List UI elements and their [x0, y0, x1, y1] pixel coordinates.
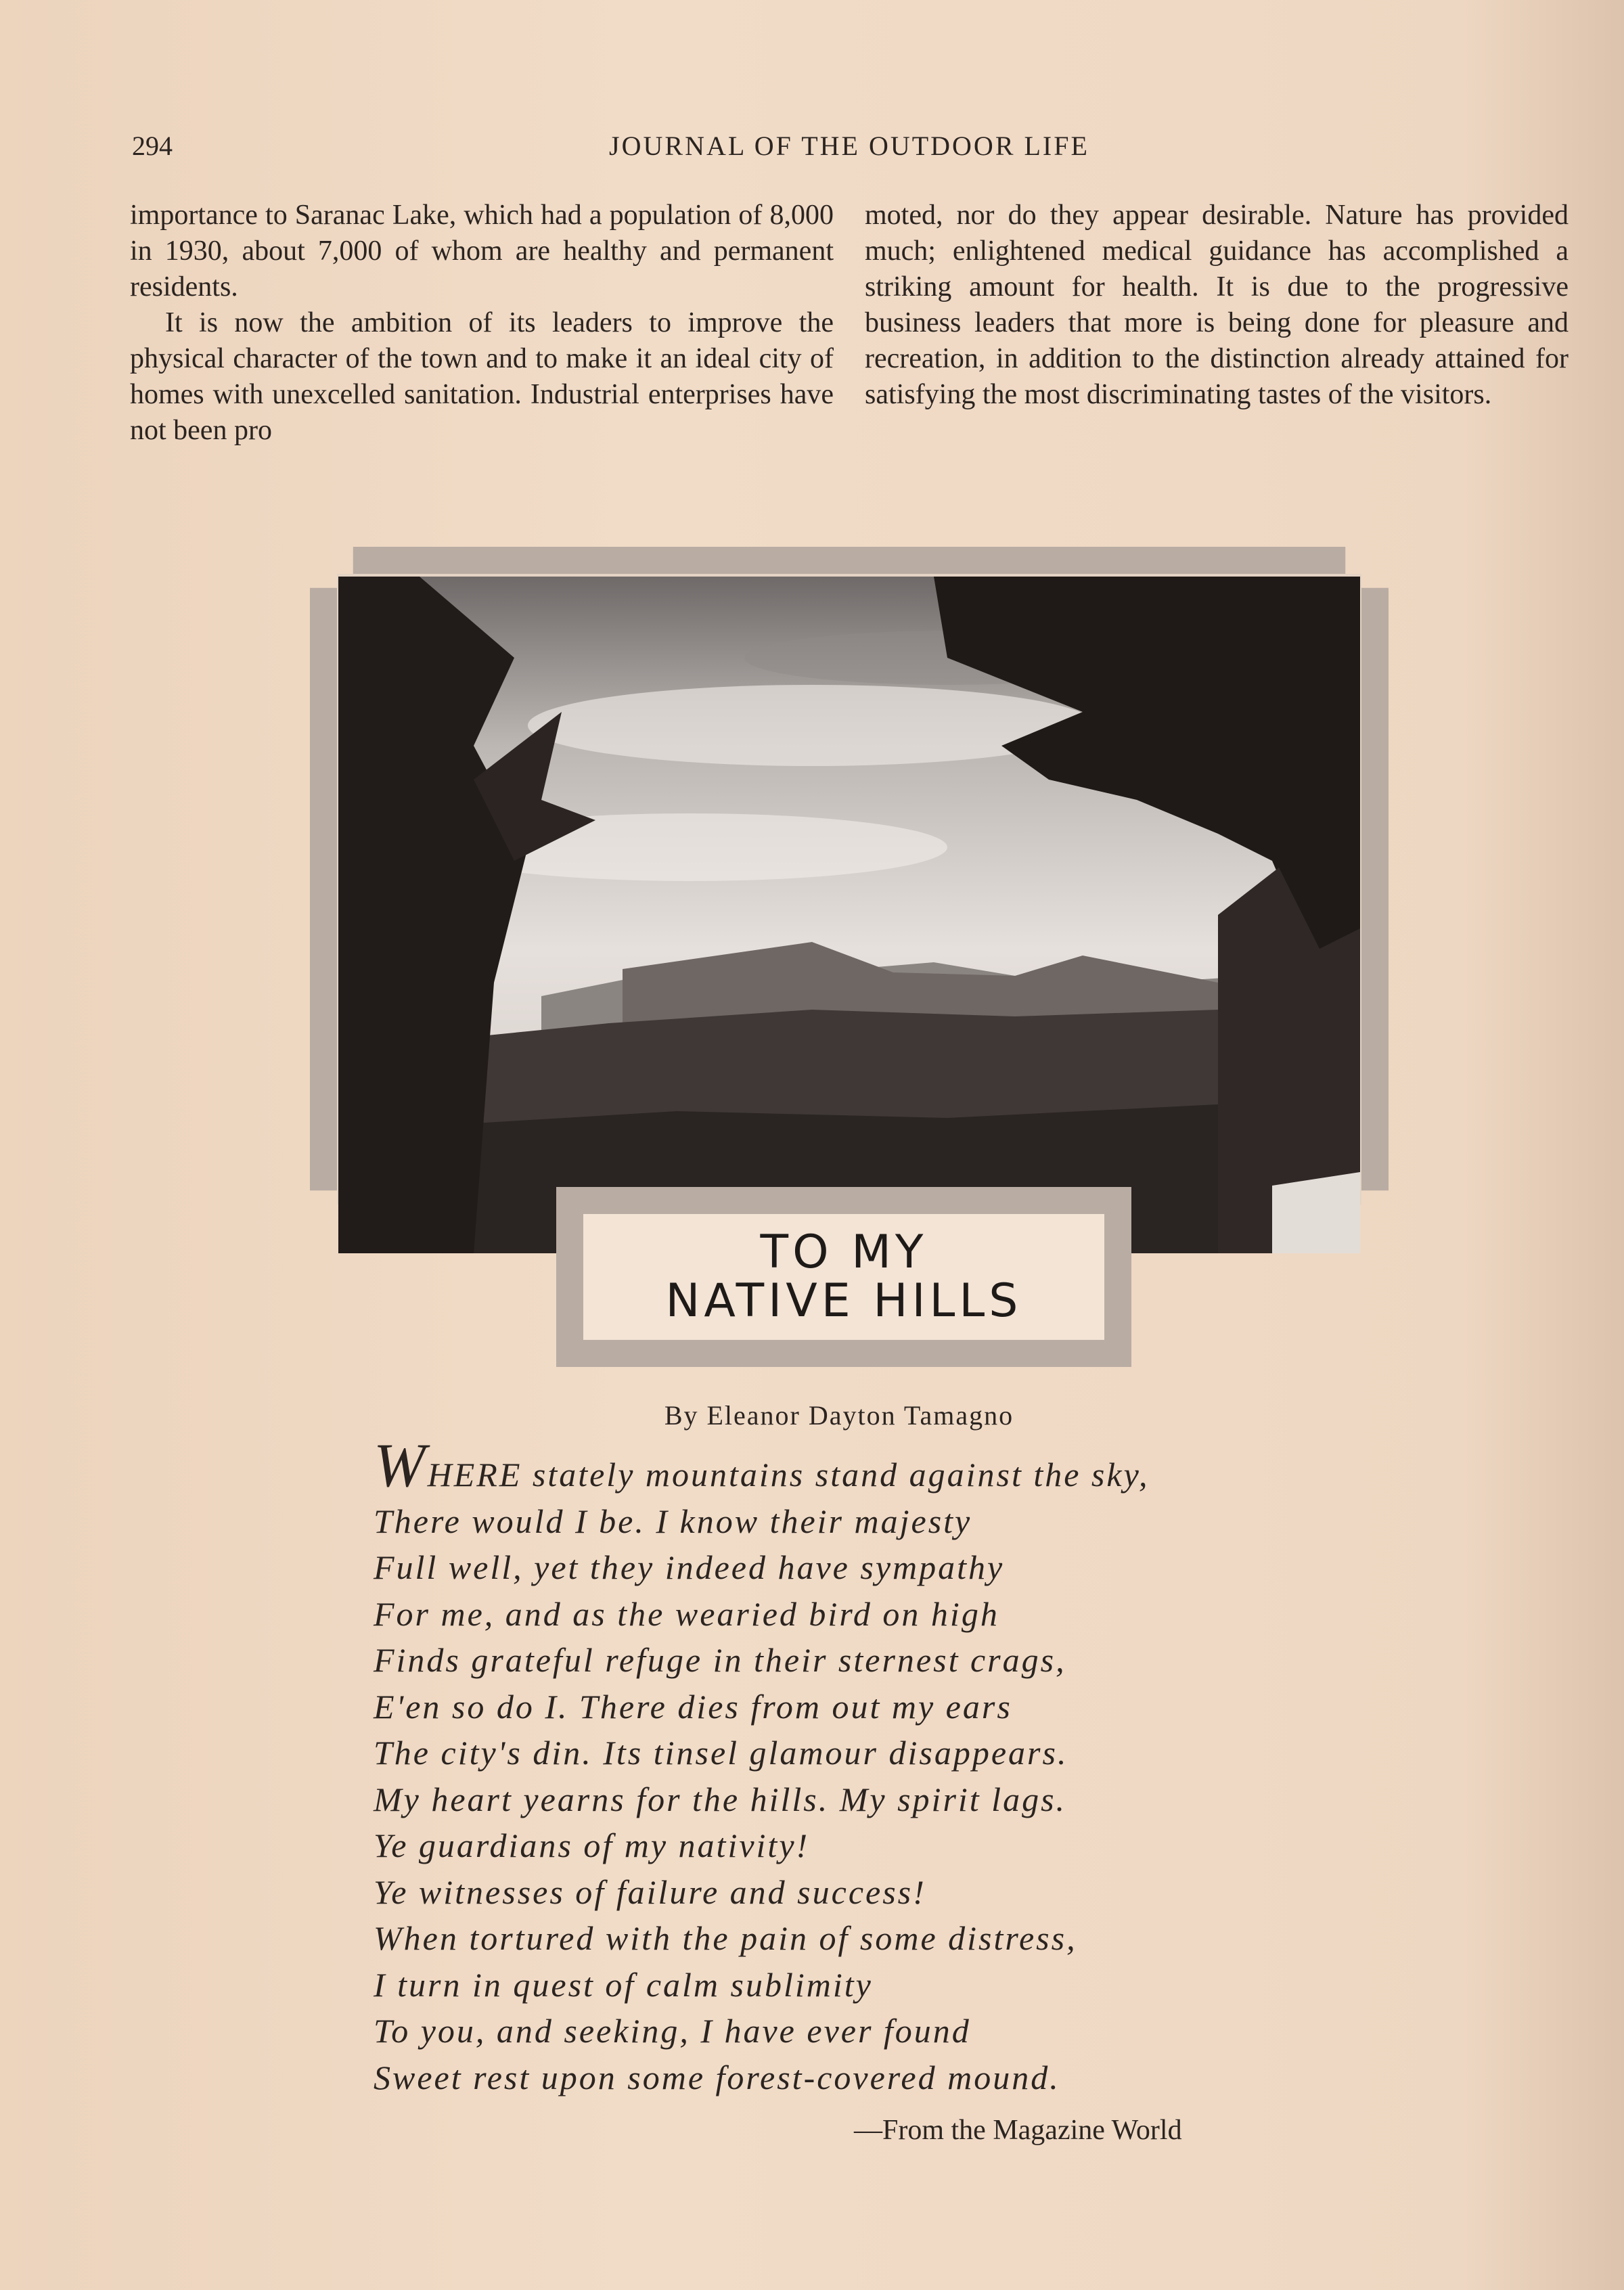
poem-title-line-1: TO MY	[760, 1226, 928, 1279]
poem-line: Ye witnesses of failure and success!	[374, 1872, 926, 1911]
poem-line: I turn in quest of calm sublimity	[374, 1965, 873, 2004]
poem-line	[374, 1431, 1389, 1500]
poem-line: My heart yearns for the hills. My spirit lags.	[374, 1780, 1067, 1818]
drop-cap: W	[374, 1431, 428, 1500]
poem-line: Finds grateful refuge in their sternest crags,	[374, 1641, 1066, 1679]
article-columns	[130, 198, 1569, 462]
landscape-illustration	[338, 577, 1360, 1253]
source-credit: —From the Magazine World	[854, 2115, 1182, 2146]
right-column	[865, 198, 1569, 413]
paragraph: moted, nor do they appear desirable. Nature has provided much; enlightened medical guidance has accomplished a striking amount for health. It is due to the progressive business leaders that more is being done for pleasure and recreation, in addition to the distinction already attained for satisfying the most discriminating tastes of the visitors.	[865, 200, 1569, 410]
poem-line: To you, and seeking, I have ever found	[374, 2012, 971, 2050]
page-header	[132, 130, 1566, 171]
left-column	[130, 198, 834, 449]
poem-line: Full well, yet they indeed have sympathy	[374, 1548, 1005, 1586]
poem-line: There would I be. I know their majesty	[374, 1502, 972, 1540]
byline: By Eleanor Dayton Tamagno	[664, 1400, 1014, 1431]
paragraph: importance to Saranac Lake, which had a population of 8,000 in 1930, about 7,000 of whom are healthy and permanent residents.	[130, 200, 834, 302]
page-number: 294	[132, 131, 173, 161]
poem-body	[374, 1431, 1389, 2101]
paragraph: It is now the ambition of its leaders to improve the physical character of the town and to make it an ideal city of homes with unexcelled sanitation. Industrial enterprises have not been pro	[130, 307, 834, 446]
poem-title-line-2: NATIVE HILLS	[665, 1274, 1022, 1328]
poem-line: The city's din. Its tinsel glamour disappears.	[374, 1734, 1068, 1772]
poem-line: E'en so do I. There dies from out my ears	[374, 1687, 1012, 1726]
poem-line-text: HERE stately mountains stand against the sky,	[427, 1456, 1150, 1494]
poem-line: Ye guardians of my nativity!	[374, 1826, 810, 1864]
poem-line: Sweet rest upon some forest-covered mound.	[374, 2058, 1060, 2096]
mountain-landscape-photo	[338, 577, 1360, 1253]
poem-line: When tortured with the pain of some distress,	[374, 1919, 1077, 1957]
running-head: JOURNAL OF THE OUTDOOR LIFE	[609, 131, 1089, 161]
poem-line: For me, and as the wearied bird on high	[374, 1594, 999, 1633]
title-plate	[556, 1187, 1131, 1367]
title-inner	[583, 1214, 1104, 1340]
